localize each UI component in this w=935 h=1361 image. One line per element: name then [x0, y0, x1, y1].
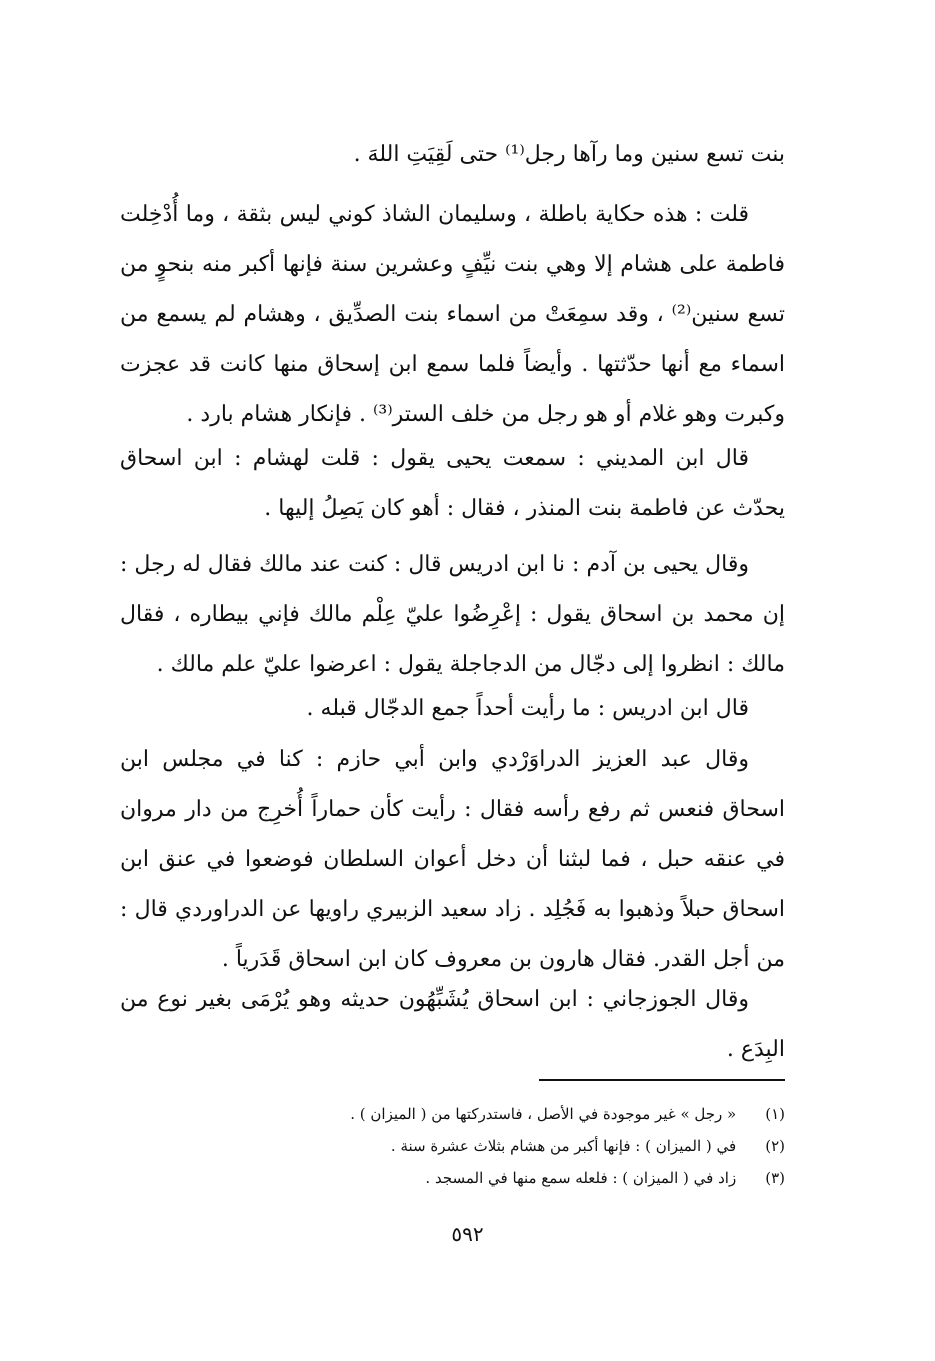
- footnote-number: (١): [765, 1105, 785, 1123]
- paragraph-continuation: بنت تسع سنين وما رآها رجل⁽¹⁾ حتى لَقِيَتِ اللهَ .: [353, 142, 785, 167]
- paragraph-commentary: قلت : هذه حكاية باطلة ، وسليمان الشاذ كوني ليس بثقة ، وما أُدْخِلت فاطمة على هشام إلا وهي بنت نيِّفٍ وعشرين سنة فإنها أكبر منه بنحوٍ من تسع سنين⁽²⁾ ، وقد سمِعَتْ من اسماء بنت الصدِّيق ، وهشام لم يسمع من اسماء مع أنها حدّثتها . وأيضاً فلما سمع ابن إسحاق منها كانت قد عجزت وكبرت وهو غلام أو هو رجل من خلف الستر⁽³⁾ . فإنكار هشام بارد .: [120, 202, 785, 427]
- footnote-text: « رجل » غير موجودة في الأصل ، فاستدركتها من ( الميزان ) .: [350, 1105, 737, 1123]
- page-number: ٥٩٢: [451, 1222, 484, 1246]
- paragraph-al-darawardi: وقال عبد العزيز الدراوَرْدي وابن أبي حازم : كنا في مجلس ابن اسحاق فنعس ثم رفع رأسه فقال : رأيت كأن حماراً أُخرِج من دار مروان في عنقه حبل ، فما لبثنا أن دخل أعوان السلطان فوضعوا في عنق ابن اسحاق حبلاً وذهبوا به فَجُلِد . زاد سعيد الزبيري راويها عن الدراوردي قال : من أجل القدر. فقال هارون بن معروف كان ابن اسحاق قَدَرياً .: [120, 747, 785, 972]
- paragraph-al-jawzajani: وقال الجوزجاني : ابن اسحاق يُشَبِّهُون حديثه وهو يُرْمَى بغير نوع من البِدَع .: [120, 987, 785, 1062]
- paragraph-ibn-al-madini: قال ابن المديني : سمعت يحيى يقول : قلت لهشام : ابن اسحاق يحدّث عن فاطمة بنت المنذر ، فقال : أهو كان يَصِلُ إليها .: [120, 446, 785, 521]
- footnote-separator: [539, 1079, 785, 1081]
- footnote-number: (٢): [765, 1137, 785, 1155]
- footnote: [120, 1162, 785, 1194]
- footnote-text: في ( الميزان ) : فإنها أكبر من هشام بثلاث عشرة سنة .: [390, 1137, 737, 1155]
- footnote-text: زاد في ( الميزان ) : فلعله سمع منها في المسجد .: [425, 1169, 737, 1187]
- paragraph-ibn-idris: قال ابن ادريس : ما رأيت أحداً جمع الدجّال قبله .: [306, 696, 749, 721]
- footnotes: [120, 1098, 785, 1194]
- footnote-number: (٣): [765, 1169, 785, 1187]
- footnote: [120, 1130, 785, 1162]
- paragraph-yahya-ibn-adam: وقال يحيى بن آدم : نا ابن ادريس قال : كنت عند مالك فقال له رجل : إن محمد بن اسحاق يقول : إعْرِضُوا عليّ عِلْم مالك فإني بيطاره ، فقال مالك : انظروا إلى دجّال من الدجاجلة يقول : اعرضوا عليّ علم مالك .: [120, 552, 785, 677]
- footnote: [120, 1098, 785, 1130]
